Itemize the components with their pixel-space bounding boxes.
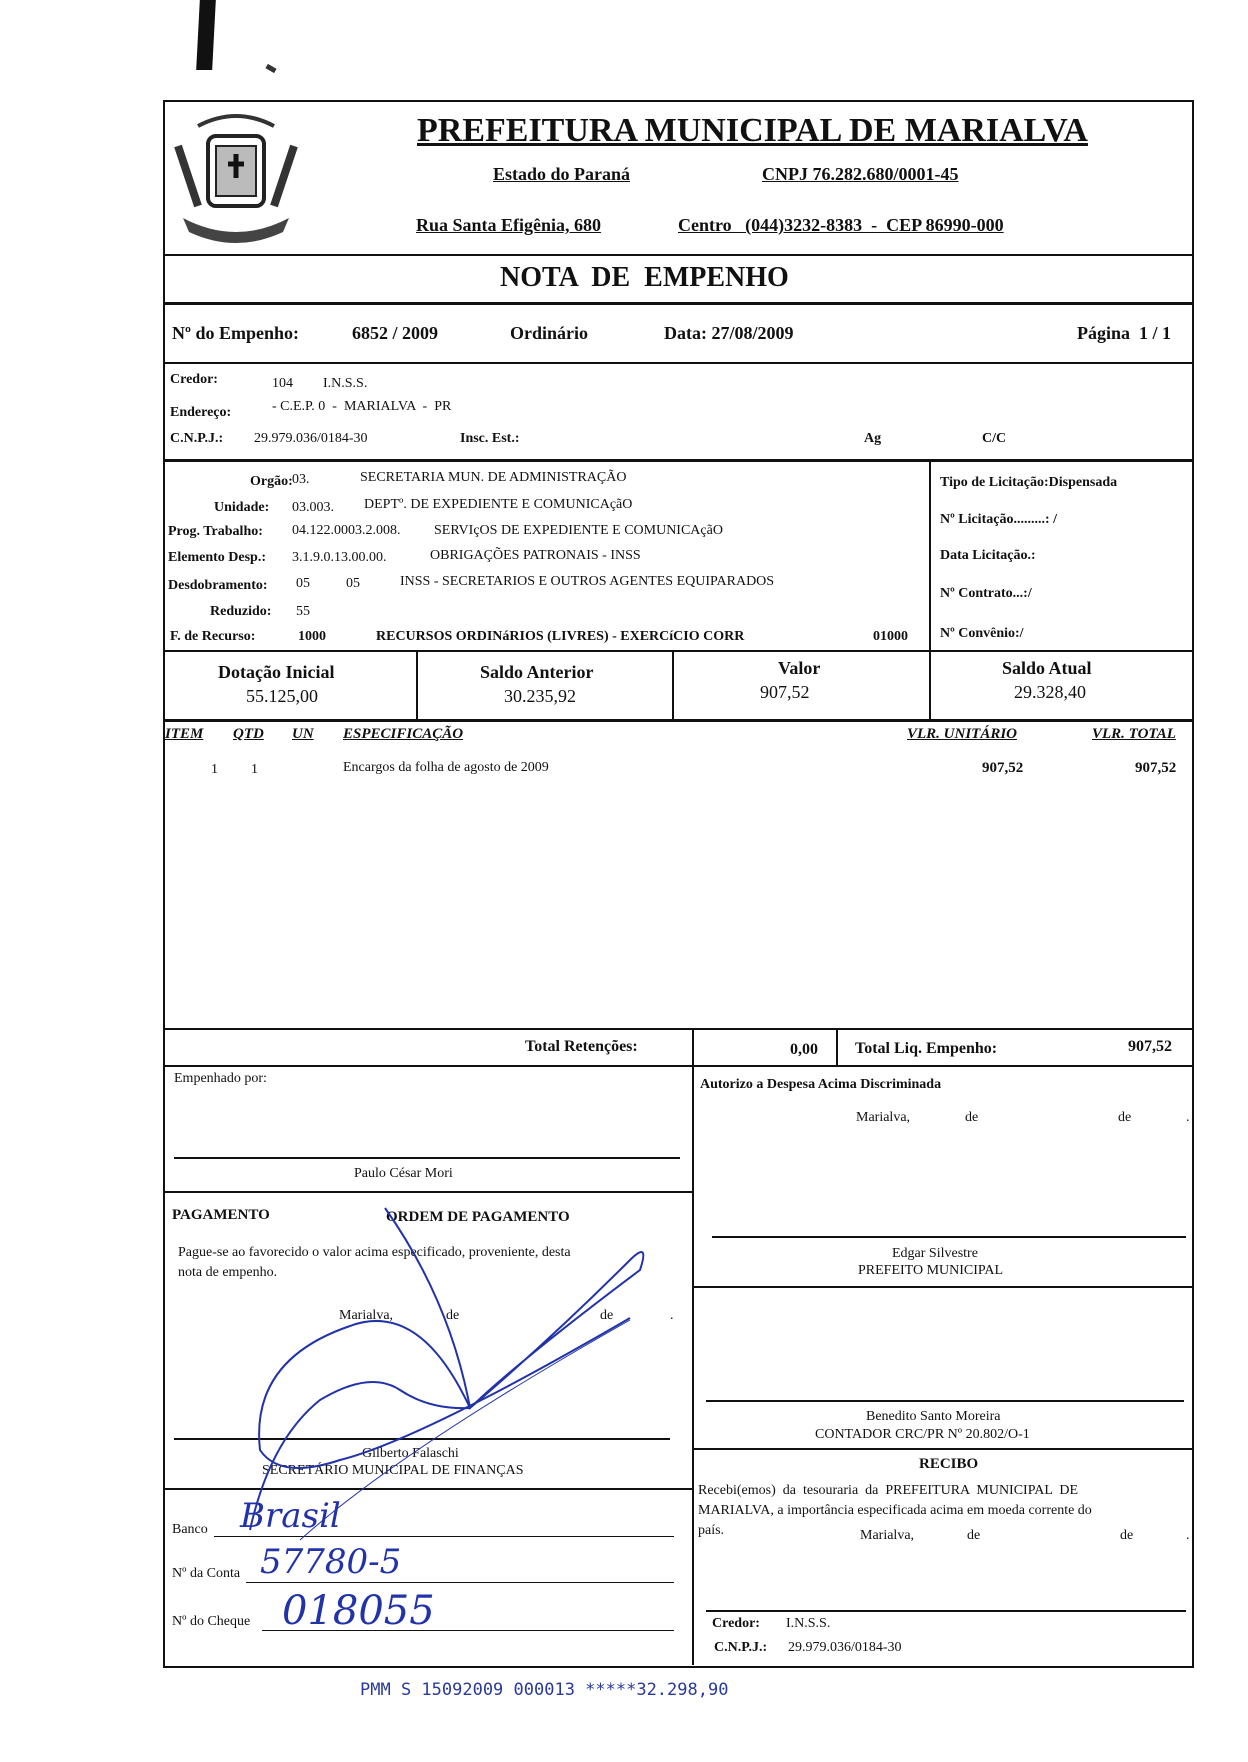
orgao-label: Orgão: <box>250 474 293 489</box>
numero-licitacao: Nº Licitação.........: / <box>940 512 1057 527</box>
divider <box>929 650 931 720</box>
prefeitura-address: Rua Santa Efigênia, 680 <box>416 215 602 235</box>
signature-line <box>706 1610 1186 1612</box>
reduzido: 55 <box>296 604 310 619</box>
dotacao-inicial-label: Dotação Inicial <box>218 662 335 682</box>
autorizo-label: Autorizo a Despesa Acima Discriminada <box>700 1077 942 1092</box>
column-header-un: UN <box>292 726 314 742</box>
column-header-valor-unitario: VLR. UNITÁRIO <box>907 726 1018 742</box>
recibo-text: país. <box>698 1523 725 1538</box>
secretario-name: Gilberto Falaschi <box>362 1446 459 1461</box>
credor-label: Credor: <box>170 372 218 387</box>
prefeito-name: Edgar Silvestre <box>892 1246 978 1261</box>
cc-label: C/C <box>982 431 1007 446</box>
ag-label: Ag <box>864 431 882 446</box>
empenhado-por-label: Empenhado por: <box>174 1071 267 1086</box>
banco-value: Brasil <box>240 1496 341 1536</box>
recurso-number: 01000 <box>873 629 908 644</box>
divider <box>163 719 1192 722</box>
credor-code: 104 <box>272 376 293 391</box>
empenho-label: Nº do Empenho: <box>172 323 299 343</box>
page-number: Página 1 / 1 <box>1077 323 1172 343</box>
unidade: DEPTº. DE EXPEDIENTE E COMUNICAçãO <box>364 497 633 512</box>
elemento: OBRIGAÇÕES PATRONAIS - INSS <box>430 548 641 563</box>
empenhado-por-name: Paulo César Mori <box>354 1166 453 1181</box>
saldo-atual: 29.328,40 <box>1014 682 1086 702</box>
recibo-cnpj-label: C.N.P.J.: <box>714 1640 768 1655</box>
pagamento-de: de <box>446 1308 460 1323</box>
recibo-dot: . <box>1186 1528 1190 1543</box>
divider <box>163 650 1192 652</box>
address: - C.E.P. 0 - MARIALVA - PR <box>272 399 452 414</box>
desdobramento: INSS - SECRETARIOS E OUTROS AGENTES EQUIPARADOS <box>400 574 775 589</box>
reduzido-label: Reduzido: <box>210 604 272 619</box>
recurso-label: F. de Recurso: <box>170 629 256 644</box>
recurso-code: 1000 <box>298 629 326 644</box>
secretario-title: SECRETÁRIO MUNICIPAL DE FINANÇAS <box>262 1463 524 1478</box>
divider <box>692 1028 694 1665</box>
recibo-title: RECIBO <box>919 1456 979 1472</box>
credor-name: I.N.S.S. <box>323 376 368 391</box>
elemento-code: 3.1.9.0.13.00.00. <box>292 550 387 565</box>
column-header-qtd: QTD <box>233 726 264 742</box>
crest-text: MARIALVA <box>212 220 264 231</box>
dotacao-inicial: 55.125,00 <box>246 686 318 706</box>
divider <box>163 1028 1192 1030</box>
saldo-anterior-label: Saldo Anterior <box>480 662 594 682</box>
recibo-credor-label: Credor: <box>712 1616 760 1631</box>
recibo-text: Recebi(emos) da tesouraria da PREFEITURA MUNICIPAL DE <box>698 1483 1079 1498</box>
numero-convenio: Nº Convênio:/ <box>940 626 1024 641</box>
total-liquido-label: Total Liq. Empenho: <box>855 1040 998 1057</box>
prefeito-title: PREFEITO MUNICIPAL <box>858 1263 1004 1278</box>
cheque-label: Nº do Cheque <box>172 1614 251 1629</box>
recibo-place: Marialva, <box>860 1528 915 1543</box>
conta-line <box>246 1582 674 1583</box>
municipal-crest <box>168 106 304 256</box>
total-liquido: 907,52 <box>1128 1038 1172 1055</box>
item-number: 1 <box>211 762 218 777</box>
divider <box>163 459 1192 462</box>
divider <box>672 650 674 720</box>
pagamento-place: Marialva, <box>339 1308 394 1323</box>
autorizo-de: de <box>965 1110 979 1125</box>
ordem-pagamento-label: ORDEM DE PAGAMENTO <box>386 1209 570 1225</box>
tipo-licitacao: Tipo de Licitação:Dispensada <box>940 475 1118 490</box>
banco-label: Banco <box>172 1522 208 1537</box>
orgao: SECRETARIA MUN. DE ADMINISTRAÇÃO <box>360 470 627 485</box>
elemento-label: Elemento Desp.: <box>168 550 266 565</box>
divider <box>163 1065 1192 1067</box>
signature-line <box>706 1400 1184 1402</box>
credor-cnpj: 29.979.036/0184-30 <box>254 431 368 446</box>
item-valor-unitario: 907,52 <box>982 760 1024 776</box>
item-valor-total: 907,52 <box>1135 760 1177 776</box>
recibo-cnpj: 29.979.036/0184-30 <box>788 1640 902 1655</box>
cheque-value: 018055 <box>282 1588 435 1634</box>
pagamento-text: Pague-se ao favorecido o valor acima especificado, proveniente, desta <box>178 1245 571 1260</box>
address-label: Endereço: <box>170 405 232 420</box>
column-header-valor-total: VLR. TOTAL <box>1092 726 1176 742</box>
autorizo-dot: . <box>1186 1110 1190 1125</box>
recibo-text: MARIALVA, a importância especificada acima em moeda corrente do <box>698 1503 1092 1518</box>
recibo-de: de <box>967 1528 981 1543</box>
divider <box>163 1191 693 1193</box>
pagamento-label: PAGAMENTO <box>172 1207 270 1223</box>
signature-line <box>174 1157 680 1159</box>
empenho-date: Data: 27/08/2009 <box>664 323 794 343</box>
cnpj-label: C.N.P.J.: <box>170 431 224 446</box>
prefeitura-cnpj: CNPJ 76.282.680/0001-45 <box>762 164 959 184</box>
column-header-item: ITEM <box>165 726 204 742</box>
valor: 907,52 <box>760 682 810 702</box>
desdobramento-code: 05 <box>346 576 360 591</box>
item-qtd: 1 <box>251 762 258 777</box>
saldo-anterior: 30.235,92 <box>504 686 576 706</box>
document-title: NOTA DE EMPENHO <box>500 262 789 293</box>
prog-code: 04.122.0003.2.008. <box>292 523 401 538</box>
divider <box>836 1028 838 1066</box>
recibo-credor: I.N.S.S. <box>786 1616 831 1631</box>
state: Estado do Paraná <box>493 164 631 184</box>
recibo-de: de <box>1120 1528 1134 1543</box>
total-retencoes: 0,00 <box>790 1041 818 1058</box>
scan-mark <box>265 64 276 73</box>
empenho-type: Ordinário <box>510 323 589 343</box>
numero-contrato: Nº Contrato...:/ <box>940 586 1032 601</box>
conta-value: 57780-5 <box>260 1542 402 1582</box>
divider <box>163 254 1192 256</box>
autorizo-place: Marialva, <box>856 1110 911 1125</box>
pagamento-de: de <box>600 1308 614 1323</box>
valor-label: Valor <box>778 658 821 678</box>
prog: SERVIçOS DE EXPEDIENTE E COMUNICAçãO <box>434 523 723 538</box>
desdobramento-label: Desdobramento: <box>168 578 268 593</box>
conta-label: Nº da Conta <box>172 1566 241 1581</box>
scan-mark <box>196 0 216 70</box>
divider <box>692 1286 1192 1288</box>
banco-line <box>214 1536 674 1537</box>
autorizo-de: de <box>1118 1110 1132 1125</box>
mechanical-stamp: PMM S 15092009 000013 *****32.298,90 <box>360 1680 729 1700</box>
data-licitacao: Data Licitação.: <box>940 548 1036 563</box>
signature-line <box>712 1236 1186 1238</box>
unidade-code: 03.003. <box>292 500 334 515</box>
divider <box>163 302 1192 305</box>
column-header-especificacao: ESPECIFICAÇÃO <box>343 726 464 742</box>
recurso: RECURSOS ORDINáRIOS (LIVRES) - EXERCíCIO CORR <box>376 629 745 644</box>
divider <box>163 1488 693 1490</box>
empenho-number: 6852 / 2009 <box>352 323 439 343</box>
total-retencoes-label: Total Retenções: <box>525 1038 638 1055</box>
contador-title: CONTADOR CRC/PR Nº 20.802/O-1 <box>815 1427 1030 1442</box>
signature-line <box>174 1438 670 1440</box>
saldo-atual-label: Saldo Atual <box>1002 658 1092 678</box>
pagamento-text: nota de empenho. <box>178 1265 278 1280</box>
prog-label: Prog. Trabalho: <box>168 524 263 539</box>
divider <box>929 460 931 650</box>
orgao-code: 03. <box>292 472 310 487</box>
prefeitura-title: PREFEITURA MUNICIPAL DE MARIALVA <box>417 112 1088 149</box>
contador-name: Benedito Santo Moreira <box>866 1409 1001 1424</box>
desdobramento-code: 05 <box>296 576 310 591</box>
divider <box>163 362 1192 364</box>
pagamento-dot: . <box>670 1308 674 1323</box>
divider <box>692 1448 1192 1450</box>
item-especificacao: Encargos da folha de agosto de 2009 <box>343 760 549 775</box>
prefeitura-contact: Centro (044)3232-8383 - CEP 86990-000 <box>678 215 1004 235</box>
divider <box>416 650 418 720</box>
unidade-label: Unidade: <box>214 500 270 515</box>
insc-label: Insc. Est.: <box>460 431 520 446</box>
